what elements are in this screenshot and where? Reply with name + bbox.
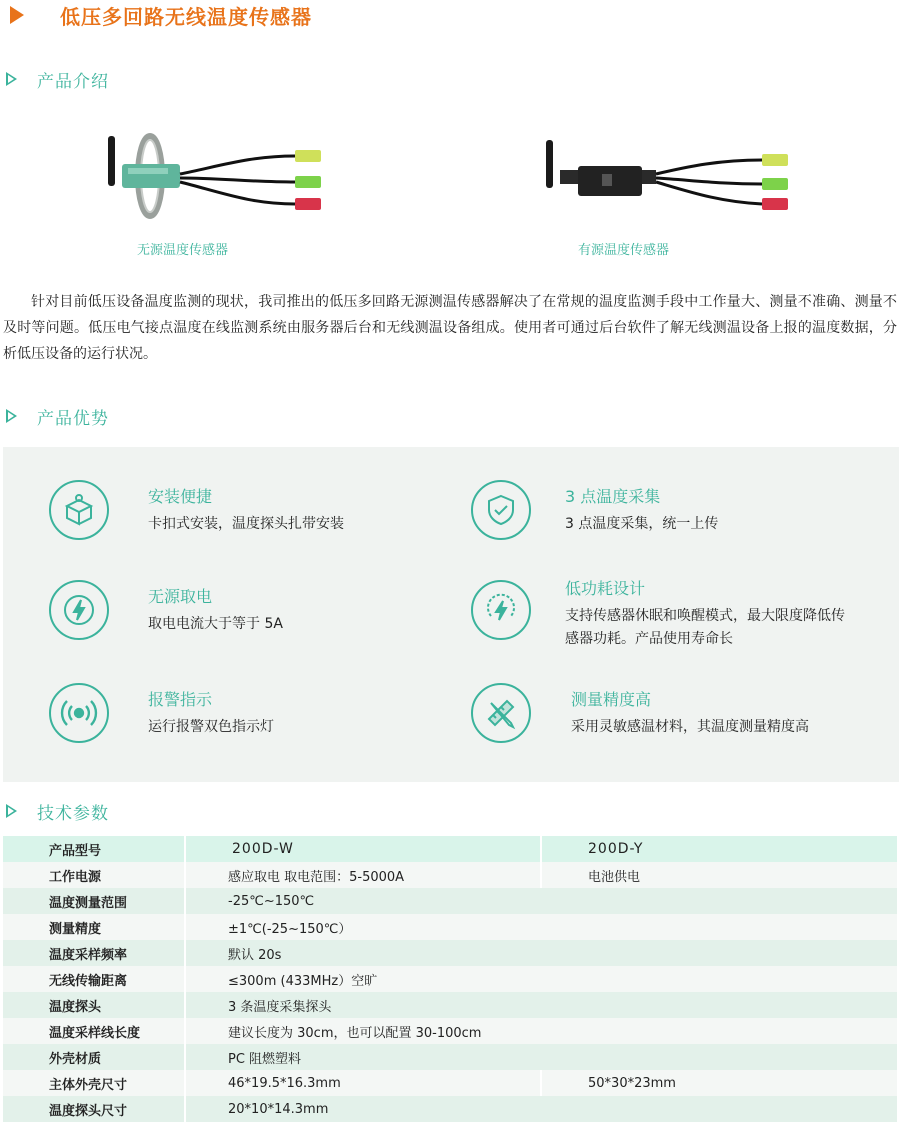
section-title: 产品介绍 xyxy=(37,71,109,92)
spec-key: 工作电源 xyxy=(3,862,185,888)
spec-key: 主体外壳尺寸 xyxy=(3,1070,185,1096)
spec-value: ±1℃(-25~150℃） xyxy=(185,914,898,940)
section-header-intro xyxy=(0,66,109,92)
spec-value: 200D-W xyxy=(185,836,541,862)
table-row xyxy=(3,888,898,914)
section-triangle-icon xyxy=(6,409,17,423)
spec-key: 温度采样线长度 xyxy=(3,1018,185,1044)
spec-value: 46*19.5*16.3mm xyxy=(185,1070,541,1096)
spec-value: 20*10*14.3mm xyxy=(185,1096,898,1122)
page-title xyxy=(0,0,312,30)
spec-value-alt: 50*30*23mm xyxy=(541,1070,898,1096)
spec-value-alt: 200D-Y xyxy=(541,836,898,862)
ruler-pencil-icon xyxy=(471,683,531,743)
section-header-specs xyxy=(0,798,109,824)
advantage-desc: 支持传感器休眠和唤醒模式，最大限度降低传感器功耗。产品使用寿命长 xyxy=(565,608,845,647)
spec-table xyxy=(3,836,899,1122)
spec-value: 默认 20s xyxy=(185,940,898,966)
table-row xyxy=(3,914,898,940)
advantage-desc: 卡扣式安装，温度探头扎带安装 xyxy=(148,516,344,532)
spec-value: PC 阻燃塑料 xyxy=(185,1044,898,1070)
passive-sensor-image xyxy=(100,126,335,226)
active-sensor-caption: 有源温度传感器 xyxy=(578,243,670,258)
section-title: 产品优势 xyxy=(37,408,109,429)
passive-sensor-caption: 无源温度传感器 xyxy=(137,243,229,258)
advantage-title: 测量精度高 xyxy=(571,690,652,709)
low-power-icon xyxy=(471,580,531,640)
section-header-advantages xyxy=(0,403,109,429)
lightning-icon xyxy=(49,580,109,640)
spec-key: 温度测量范围 xyxy=(3,888,185,914)
advantage-desc: 取电电流大于等于 5A xyxy=(148,616,283,632)
spec-value: -25℃~150℃ xyxy=(185,888,898,914)
page-title-text: 低压多回路无线温度传感器 xyxy=(60,4,312,29)
table-row xyxy=(3,940,898,966)
advantage-desc: 运行报警双色指示灯 xyxy=(148,719,274,735)
intro-paragraph: 针对目前低压设备温度监测的现状，我司推出的低压多回路无源测温传感器解决了在常规的温度监测手段中工作量大、测量不准确、测量不及时等问题。低压电气接点温度在线监测系统由服务器后台和无线测温设备组成。使用者可通过后台软件了解无线测温设备上报的温度数据，分析低压设备的运行状况。 xyxy=(3,294,897,362)
spec-key: 温度探头 xyxy=(3,992,185,1018)
table-row xyxy=(3,1070,898,1096)
active-sensor-image xyxy=(540,136,800,216)
table-row xyxy=(3,862,898,888)
advantage-title: 安装便捷 xyxy=(148,487,213,506)
spec-key: 产品型号 xyxy=(3,836,185,862)
advantage-desc: 3 点温度采集，统一上传 xyxy=(565,516,719,532)
spec-key: 温度探头尺寸 xyxy=(3,1096,185,1122)
spec-value-alt: 电池供电 xyxy=(541,862,898,888)
advantages-panel xyxy=(3,447,899,782)
box-install-icon xyxy=(49,480,109,540)
advantage-desc: 采用灵敏感温材料，其温度测量精度高 xyxy=(571,719,809,735)
spec-value: 感应取电 取电范围：5-5000A xyxy=(185,862,541,888)
table-row xyxy=(3,1018,898,1044)
advantage-title: 无源取电 xyxy=(148,587,213,606)
table-row xyxy=(3,1044,898,1070)
table-row xyxy=(3,992,898,1018)
alarm-signal-icon xyxy=(49,683,109,743)
advantage-title: 3 点温度采集 xyxy=(565,487,661,506)
shield-check-icon xyxy=(471,480,531,540)
spec-key: 无线传输距离 xyxy=(3,966,185,992)
section-title: 技术参数 xyxy=(37,803,109,824)
spec-value: 建议长度为 30cm，也可以配置 30-100cm xyxy=(185,1018,898,1044)
advantage-title: 低功耗设计 xyxy=(565,579,646,598)
spec-value: ≤300m (433MHz）空旷 xyxy=(185,966,898,992)
spec-value: 3 条温度采集探头 xyxy=(185,992,898,1018)
title-triangle-icon xyxy=(10,6,24,24)
spec-key: 外壳材质 xyxy=(3,1044,185,1070)
section-triangle-icon xyxy=(6,72,17,86)
spec-key: 测量精度 xyxy=(3,914,185,940)
table-row xyxy=(3,1096,898,1122)
spec-key: 温度采样频率 xyxy=(3,940,185,966)
advantage-title: 报警指示 xyxy=(148,690,213,709)
section-triangle-icon xyxy=(6,804,17,818)
table-row xyxy=(3,836,898,862)
table-row xyxy=(3,966,898,992)
